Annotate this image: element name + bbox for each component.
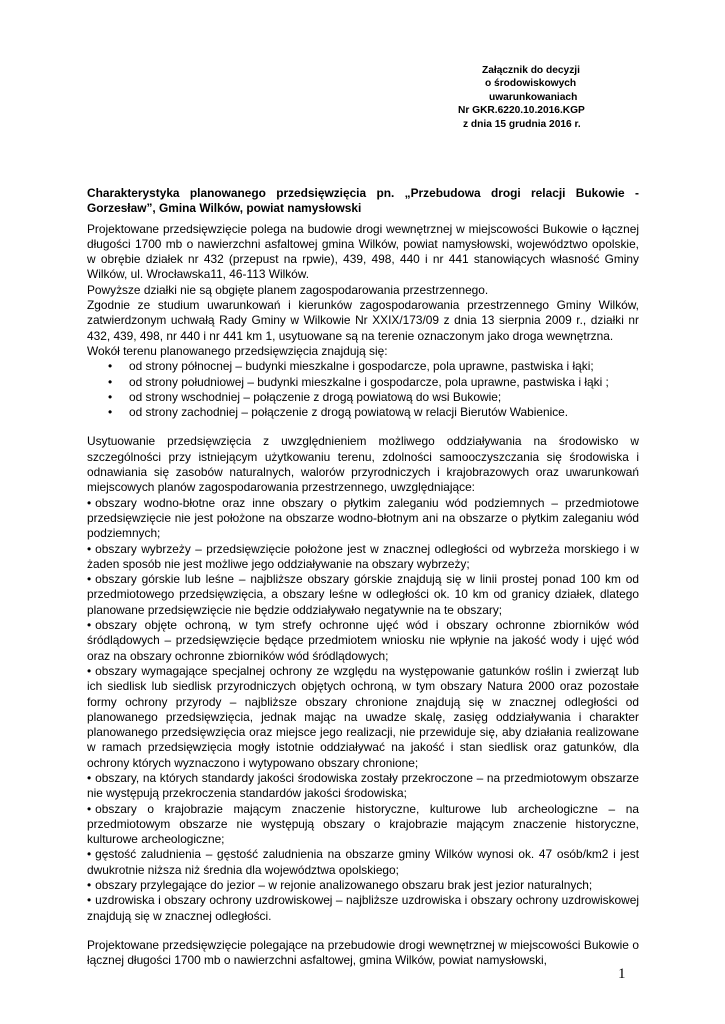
- criteria-item: [87, 893, 639, 924]
- criteria-text: obszary wodno-błotne oraz inne obszary o płytkim zaleganiu wód podziemnych – przedmiotowe przedsięwzięcie nie jest położone na obszarze wodno-błotnym ani na obszarze o płytkim zaleganiu wód podziemnych;: [87, 495, 639, 541]
- list-item: • od strony południowej – budynki mieszkalne i gospodarcze, pola uprawne, pastwiska i łąki ;: [87, 375, 639, 390]
- criteria-item: [87, 802, 639, 848]
- bullet-icon: •: [87, 801, 92, 816]
- spacer: [87, 420, 639, 434]
- criteria-text: uzdrowiska i obszary ochrony uzdrowiskowej – najbliższe uzdrowiska i obszary ochrony uzdrowiskowej znajdują się w znacznej odległości.: [87, 893, 639, 923]
- list-item: • od strony wschodniej – połączenie z drogą powiatową do wsi Bukowie;: [87, 390, 639, 405]
- criteria-item: [87, 496, 639, 542]
- bullet-icon: •: [87, 878, 92, 893]
- header-line: z dnia 15 grudnia 2016 r.: [463, 118, 581, 130]
- paragraph: Zgodnie ze studium uwarunkowań i kierunków zagospodarowania przestrzennego Gminy Wilków, zatwierdzonym uchwałą Rady Gminy w Wilkowie Nr XXIX/173/09 z dnia 13 sierpnia 2009 r., działki nr 432, 439, 498, nr 440 i nr 441 km 1, usytuowane są na terenie oznaczonym jako droga wewnętrzna.: [87, 298, 639, 343]
- bullet-icon: •: [87, 618, 92, 633]
- document-body: [87, 186, 639, 969]
- list-item: • od strony zachodniej – połączenie z drogą powiatową w relacji Bierutów Wabienice.: [87, 405, 639, 420]
- paragraph: Powyższe działki nie są obgięte planem zagospodarowania przestrzennego.: [87, 282, 489, 297]
- header-line: uwarunkowaniach: [489, 91, 578, 103]
- criteria-text: obszary górskie lub leśne – najbliższe obszary górskie znajdują się w linii prostej ponad 100 km od przedmiotowego przedsięwzięcia, a obszary leśne w odległości ok. 10 km od granicy działek, dlatego planowane przedsięwzięcie nie będzie oddziaływało negatywnie na te obszary;: [87, 572, 639, 617]
- bullet-icon: •: [87, 541, 92, 556]
- criteria-text: gęstość zaludnienia – gęstość zaludnienia na obszarze gminy Wilków wynosi ok. 47 osób/km2 i jest dwukrotnie niższa niż średnia dla województwa opolskiego;: [87, 847, 639, 877]
- paragraph: Wokół terenu planowanego przedsięwzięcia znajdują się:: [87, 343, 388, 358]
- criteria-text: obszary przylegające do jezior – w rejonie analizowanego obszaru brak jest jezior naturalnych;: [95, 878, 593, 893]
- criteria-item: [87, 847, 639, 878]
- bullet-icon: •: [87, 663, 92, 678]
- criteria-text: obszary wymagające specjalnej ochrony ze względu na występowanie gatunków roślin i zwierząt lub ich siedlisk lub siedlisk przyrodniczych objętych ochroną, w tym obszary Natura 2000 oraz pozostałe formy ochrony przyrody – najbliższe obszary chronione znajdują się w znacznej odległości od planowanego przedsięwzięcia, jednak mając na uwadze skalę, zasięg oddziaływania i charakter planowanego przedsięwzięcia oraz miejsce jego realizacji, nie przewiduje się, aby działania realizowane w ramach przedsięwzięcia mogły istotnie oddziaływać na jakość i stan siedlisk oraz gatunków, dla ochrony których wyznaczono i wytypowano obszary chronione;: [87, 663, 639, 770]
- bullet-icon: •: [87, 495, 92, 510]
- criteria-text: obszary o krajobrazie mającym znaczenie historyczne, kulturowe lub archeologiczne – na przedmiotowym obszarze nie występują obszary o krajobrazie mającym znaczenie historyczne, kulturowe archeologiczne;: [87, 801, 639, 847]
- criteria-text: obszary objęte ochroną, w tym strefy ochronne ujęć wód i obszary ochronne zbiorników wód śródlądowych – przedsięwzięcie będące przedmiotem wniosku nie wpłynie na jakość wody i ujęć wód oraz na obszary ochronne zbiorników wód śródlądowych;: [87, 618, 639, 663]
- list-item: • od strony północnej – budynki mieszkalne i gospodarcze, pola uprawne, pastwiska i łąki;: [87, 359, 639, 374]
- location-intro: Usytuowanie przedsięwzięcia z uwzględnieniem możliwego oddziaływania na środowisko w szczególności przy istniejącym użytkowaniu terenu, zdolności samooczyszczania się środowiska i odnawiania się zasobów naturalnych, walorów przyrodniczych i krajobrazowych oraz uwarunkowań miejscowych planów zagospodarowania przestrzennego, uwzględniające:: [87, 434, 639, 495]
- bullet-icon: •: [87, 893, 92, 908]
- spacer: [87, 924, 639, 938]
- bullet-icon: •: [87, 770, 92, 785]
- attachment-header: [455, 64, 645, 131]
- bullet-icon: •: [87, 572, 92, 587]
- criteria-item: [87, 618, 639, 664]
- header-line: Załącznik do decyzji: [482, 65, 580, 76]
- criteria-item: [87, 664, 639, 771]
- closing-paragraph: Projektowane przedsięwzięcie polegające na przebudowie drogi wewnętrznej w miejscowości Bukowie o łącznej długości 1700 mb o nawierzchni asfaltowej, gmina Wilków, powiat namysłowski,: [87, 937, 639, 968]
- header-line: Nr GKR.6220.10.2016.KGP: [458, 105, 585, 117]
- bullet-icon: •: [87, 847, 92, 862]
- criteria-item: [87, 771, 639, 802]
- criteria-item: [87, 878, 639, 893]
- criteria-text: obszary wybrzeży – przedsięwzięcie położone jest w znacznej odległości od wybrzeża morskiego i w żaden sposób nie jest możliwe jego oddziaływanie na obszary wybrzeży;: [87, 541, 639, 571]
- criteria-item: [87, 542, 639, 573]
- criteria-item: [87, 572, 639, 618]
- document-title: Charakterystyka planowanego przedsięwzięcia pn. „Przebudowa drogi relacji Bukowie - Gorzesław”, Gmina Wilków, powiat namysłowski: [87, 186, 639, 216]
- surroundings-list: [87, 359, 639, 420]
- page-number: 1: [618, 966, 626, 982]
- criteria-text: obszary, na których standardy jakości środowiska zostały przekroczone – na przedmiotowym obszarze nie występują przekroczenia standardów jakości środowiska;: [87, 770, 639, 801]
- header-line: o środowiskowych: [485, 78, 577, 90]
- paragraph: Projektowane przedsięwzięcie polega na budowie drogi wewnętrznej w miejscowości Bukowie o łącznej długości 1700 mb o nawierzchni asfaltowej gmina Wilków, powiat namysłowski, województwo opolskie, w obrębie działek nr 432 (przepust na rpwie), 439, 498, 440 i nr 441 stanowiących własność Gminy Wilków, ul. Wrocławska11, 46-113 Wilków.: [87, 221, 639, 282]
